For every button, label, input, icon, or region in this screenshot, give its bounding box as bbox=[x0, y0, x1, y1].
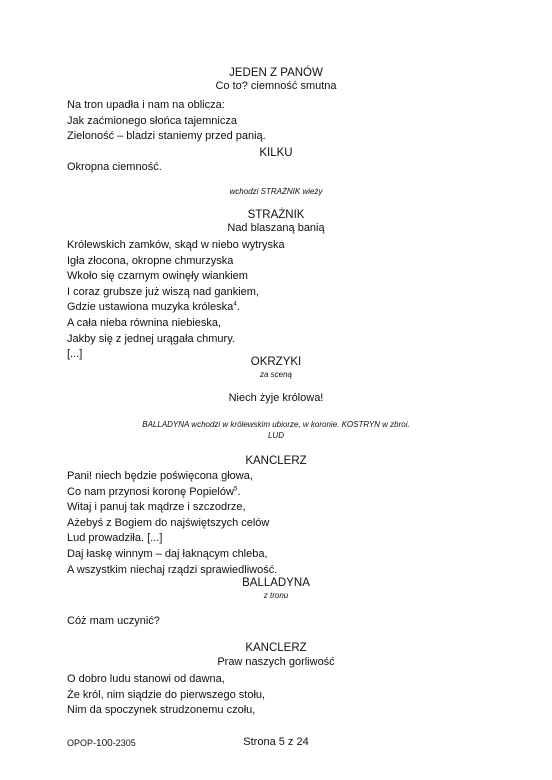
verse-line: Pani! niech będzie poświęcona głowa, bbox=[67, 470, 253, 482]
exam-code: OPOP-100-2305 bbox=[67, 738, 136, 749]
verse-line: Gdzie ustawiona muzyka króleska$^4$. bbox=[67, 300, 240, 314]
speaker-kanclerz: KANCLERZ bbox=[245, 642, 307, 654]
speaker-kilku: KILKU bbox=[259, 147, 293, 159]
verse-line: Witaj i panuj tak mądrze i szczodrze, bbox=[67, 501, 246, 514]
verse-line: Zieloność – bladzi staniemy przed panią. bbox=[67, 130, 266, 143]
verse-line: A wszystkim niechaj rządzi sprawiedliwość. bbox=[67, 563, 278, 576]
verse-line: Jakby się z jednej urągała chmury. bbox=[67, 332, 235, 345]
verse-line: A cała nieba równina niebieska, bbox=[67, 316, 222, 329]
speaker-balladyna: BALLADYNA bbox=[242, 577, 310, 589]
verse-line: Nim da spoczynek strudzonemu czołu, bbox=[67, 704, 256, 717]
reply-line: Nad blaszaną banią bbox=[227, 222, 325, 234]
verse-block bbox=[67, 238, 507, 363]
stage-direction: za sceną bbox=[259, 370, 293, 379]
page-number: Strona 5 z 24 bbox=[243, 736, 309, 748]
verse-line: Wkoło się czarnym owinęły wiankiem bbox=[67, 270, 248, 283]
verse-block bbox=[67, 469, 507, 578]
verse-line: [...] bbox=[67, 348, 83, 361]
verse-line: Daj łaskę winnym – daj łaknącym chleba, bbox=[67, 547, 268, 560]
stage-direction: wchodzi STRAŻNIK wieży bbox=[229, 187, 323, 196]
footnote-marker: 5 bbox=[233, 484, 238, 492]
speaker-straznik: STRAŻNIK bbox=[247, 209, 305, 221]
verse-block bbox=[67, 160, 507, 176]
verse-line: Że król, nim siądzie do pierwszego stołu, bbox=[67, 688, 266, 701]
verse-line: Co nam przynosi koronę Popielów$^5$. bbox=[67, 484, 241, 498]
verse-text: Gdzie ustawiona muzyka króleska bbox=[67, 301, 234, 314]
reply-line: Co to? ciemność smutna bbox=[215, 80, 337, 92]
verse-line: Okropna ciemność. bbox=[67, 161, 162, 173]
stage-direction: LUD bbox=[267, 431, 284, 440]
verse-line: Królewskich zamków, skąd w niebo wytryska bbox=[67, 239, 285, 251]
verse-text: Co nam przynosi koronę Popielów bbox=[67, 485, 234, 498]
speaker-jeden-z-panow: JEDEN Z PANÓW bbox=[229, 67, 323, 79]
verse-line: Igła złocona, okropne chmurzyska bbox=[67, 254, 234, 267]
speaker-okrzyki: OKRZYKI bbox=[250, 356, 302, 368]
verse-line: Cóż mam uczynić? bbox=[67, 615, 160, 627]
verse-line: O dobro ludu stanowi od dawna, bbox=[67, 673, 225, 685]
verse-block bbox=[67, 672, 507, 719]
stage-direction: z tronu bbox=[263, 591, 289, 600]
speaker-kanclerz: KANCLERZ bbox=[245, 455, 307, 467]
stage-direction: BALLADYNA wchodzi w królewskim ubiorze, w koronie. KOSTRYN w zbroi. bbox=[142, 420, 410, 429]
verse-line: Jak zaćmionego słońca tajemnicza bbox=[67, 114, 237, 127]
verse-block bbox=[67, 614, 507, 630]
reply-line: Praw naszych gorliwość bbox=[217, 656, 335, 668]
verse-line: Ażebyś z Bogiem do najświętszych celów bbox=[67, 516, 270, 529]
exclamation-line: Niech żyje królowa! bbox=[228, 392, 324, 404]
verse-block bbox=[67, 98, 507, 145]
verse-line: Na tron upadła i nam na oblicza: bbox=[67, 99, 225, 111]
footnote-marker: 4 bbox=[233, 300, 237, 308]
verse-line: Lud prowadziła. [...] bbox=[67, 532, 163, 545]
verse-line: I coraz grubsze już wiszą nad gankiem, bbox=[67, 285, 259, 298]
